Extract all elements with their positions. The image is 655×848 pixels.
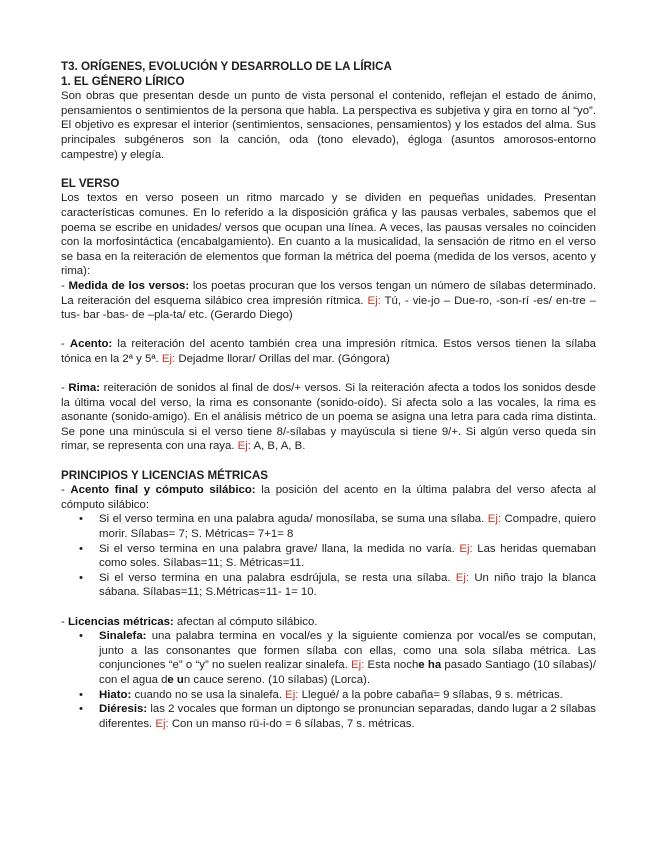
rima-label: Rima:: [68, 382, 101, 395]
rima-paragraph: - Rima: reiteración de sonidos al final de dos/+ versos. Si la reiteración afecta a todos los sonidos desde la última vocal del verso, la rima es consonante (sonido-oído). Si afecta solo a las vocales, la rima es asonante (sonido-amigo). En el análisis métrico de un poema se asigna una letra para cada rima distinta. Se pone una minúscula si el verso tiene 8/-sílabas y mayúscula si tiene 9/+. Si algún verso queda sin rimar, se representa con una raya. Ej: A, B, A, B.: [61, 382, 596, 453]
list-item: • Sinalefa: una palabra termina en vocal/es y la siguiente comienza por vocal/es se computan, junto a las consonantes que formen sílaba con ellas, como una sola sílaba métrica. Las conjunciones “e” o “y” no suelen realizar sinalefa. Ej: Esta noche ha pasado Santiago (10 sílabas)/ con el agua de un cauce sereno. (10 sílabas) (Lorca).: [79, 630, 596, 686]
licencias-paragraph: - Licencias métricas: afectan al cómputo silábico.: [61, 615, 318, 628]
ej-marker: Ej:: [487, 513, 502, 526]
acento-label: Acento:: [69, 338, 113, 351]
ej-marker: Ej:: [237, 440, 251, 453]
section-heading-genero-lirico: 1. EL GÉNERO LÍRICO: [61, 74, 185, 88]
genero-lirico-paragraph: Son obras que presentan desde un punto de vista personal el contenido, reflejan el estado de ánimo, pensamientos o sentimientos de la persona que habla. La perspectiva es subjetiva y gira en torno al “yo”. El objetivo es expresar el interior (sentimientos, sensaciones, pensamientos) y los estados del alma. Sus principales subgéneros son la canción, oda (tono elevado), égloga (asuntos amorosos-entorno campestre) y elegía.: [61, 90, 596, 161]
hiato-label: Hiato:: [99, 688, 132, 701]
section-heading-verso: EL VERSO: [61, 176, 120, 190]
verso-intro-paragraph: Los textos en verso poseen un ritmo marcado y se dividen en pequeñas unidades. Presentan características comunes. En lo referido a la disposición gráfica y las pausas verbales, sabemos que el poema se escribe en unidades/ versos que ocupan una línea. A veces, las pausas versales no coinciden con la morfosintáctica (encabalgamiento). En cuanto a la musicalidad, la sensación de ritmo en el verso se basa en la reiteración de elementos que forman la métrica del poema (medida de los versos, acento y rima):: [61, 192, 596, 278]
ej-marker: Ej:: [351, 659, 365, 672]
list-item: • Hiato: cuando no se usa la sinalefa. Ej: Llegué/ a la pobre cabaña= 9 sílabas, 9 s. métricas.: [79, 688, 563, 701]
ej-marker: Ej:: [455, 571, 470, 584]
bullet-icon: •: [79, 703, 83, 716]
document-title: T3. ORÍGENES, EVOLUCIÓN Y DESARROLLO DE LA LÍRICA: [61, 60, 392, 73]
acento-final-paragraph: - Acento final y cómputo silábico: la posición del acento en la última palabra del verso afecta al cómputo silábico:: [61, 484, 596, 511]
ej-marker: Ej:: [155, 717, 169, 730]
list-item: • Si el verso termina en una palabra aguda/ monosílaba, se suma una sílaba. Ej: Compadre, quiero morir. Sílabas= 7; S. Métricas= 7+1= 8: [79, 513, 596, 540]
acento-final-label: Acento final y cómputo silábico:: [70, 484, 256, 497]
ej-marker: Ej:: [367, 294, 381, 307]
list-item: • Si el verso termina en una palabra grave/ llana, la medida no varía. Ej: Las heridas quemaban como soles. Sílabas=11; S. Métricas=11.: [79, 542, 596, 570]
bullet-icon: •: [79, 688, 83, 701]
medida-label: Medida de los versos:: [68, 279, 190, 292]
licencias-list: [61, 629, 596, 731]
ej-marker: Ej:: [459, 542, 473, 555]
medida-paragraph: - Medida de los versos: los poetas procuran que los versos tengan un número de sílabas determinado. La reiteración del esquema silábico crea impresión rítmica. Ej: Tú, - vie-jo – Due-ro, -son-rí -es/ en-tre –tus- bar -bas- de –pla-ta/ etc. (Gerardo Diego): [61, 279, 596, 322]
list-item: • Diéresis: las 2 vocales que forman un diptongo se pronuncian separadas, dando lugar a 2 sílabas diferentes. Ej: Con un manso rü-i-do = 6 sílabas, 7 s. métricas.: [79, 703, 596, 730]
bullet-icon: •: [79, 630, 83, 643]
document-page: [61, 60, 596, 731]
acento-final-list: [61, 512, 596, 600]
ej-marker: Ej:: [285, 688, 299, 701]
bullet-icon: •: [79, 513, 83, 526]
section-heading-principios: PRINCIPIOS Y LICENCIAS MÉTRICAS: [61, 468, 269, 482]
list-item: • Si el verso termina en una palabra esdrújula, se resta una sílaba. Ej: Un niño trajo la blanca sábana. Sílabas=11; S.Métricas=11- 1= 10.: [79, 571, 596, 599]
sinalefa-label: Sinalefa:: [99, 630, 147, 643]
bullet-icon: •: [79, 542, 83, 555]
acento-paragraph: - Acento: la reiteración del acento también crea una impresión rítmica. Estos versos tienen la sílaba tónica en la 2ª y 5ª. Ej: Dejadme llorar/ Orillas del mar. (Góngora): [61, 338, 596, 365]
bullet-icon: •: [79, 571, 83, 584]
ej-marker: Ej:: [161, 352, 176, 365]
dieresis-label: Diéresis:: [99, 703, 148, 716]
licencias-label: Licencias métricas:: [67, 615, 174, 628]
